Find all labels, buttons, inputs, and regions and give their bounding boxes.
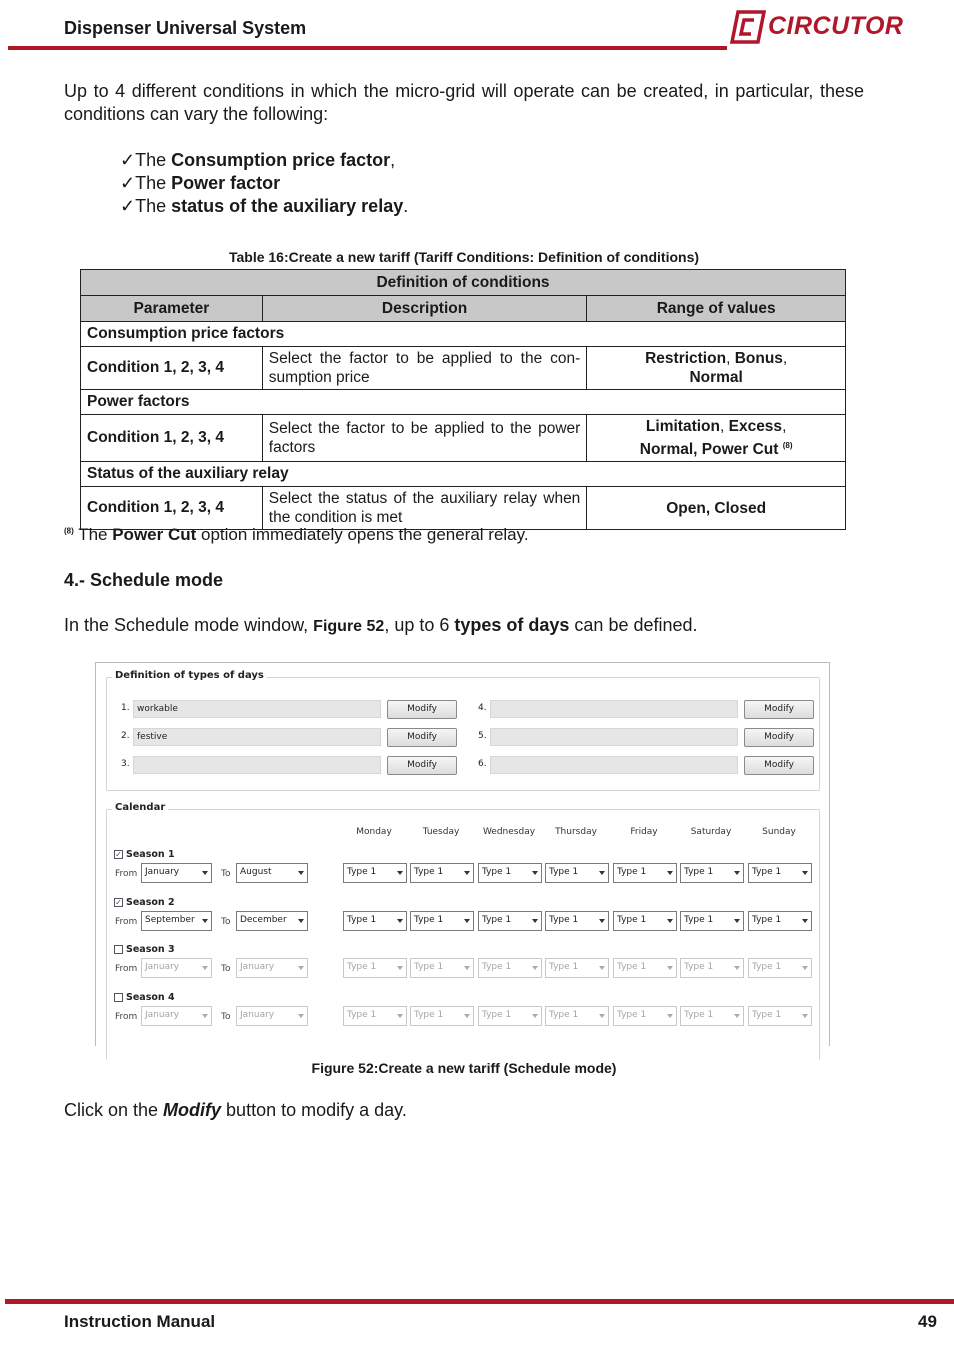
type-name-field[interactable] <box>490 756 738 774</box>
day-type-select[interactable]: Type 1 <box>410 863 474 883</box>
page-number: 49 <box>918 1312 937 1331</box>
type-number: 1. <box>121 703 130 713</box>
from-month-select[interactable]: January <box>141 958 212 978</box>
intro-paragraph: Up to 4 different conditions in which the micro-grid will operate can be created, in particular, these conditions can vary the following: <box>64 81 864 124</box>
from-label: From <box>115 1011 138 1022</box>
day-type-select[interactable]: Type 1 <box>343 863 407 883</box>
chevron-down-icon <box>202 1014 208 1018</box>
chevron-down-icon <box>464 919 470 923</box>
figure-caption: Figure 52:Create a new tariff (Schedule mode) <box>311 1060 617 1076</box>
param-cell: Condition 1, 2, 3, 4 <box>81 415 263 462</box>
chevron-down-icon <box>397 1014 403 1018</box>
section-row: Power factors <box>81 390 846 415</box>
day-type-select[interactable]: Type 1 <box>545 1006 609 1026</box>
chevron-down-icon <box>667 966 673 970</box>
from-label: From <box>115 869 138 879</box>
table-caption: Table 16:Create a new tariff (Tariff Conditions: Definition of conditions) <box>228 249 700 265</box>
day-header: Tuesday <box>422 827 460 837</box>
description-cell: Select the factor to be applied to the power factors <box>262 415 587 462</box>
season-checkbox[interactable]: ✓ <box>115 850 122 859</box>
type-name-field[interactable] <box>490 700 738 718</box>
from-month-select[interactable]: September <box>141 911 212 931</box>
type-number: 4. <box>478 703 487 713</box>
day-type-select[interactable]: Type 1 <box>545 863 609 883</box>
season-label: Season 3 <box>126 944 175 955</box>
chevron-down-icon <box>667 919 673 923</box>
check-icon: ✓ <box>120 150 136 170</box>
check-icon: ✓ <box>120 196 136 216</box>
types-of-days-title: Definition of types of days <box>112 670 267 681</box>
chevron-down-icon <box>734 966 740 970</box>
day-type-select[interactable]: Type 1 <box>613 911 677 931</box>
range-cell: Open, Closed <box>587 487 846 530</box>
season-label: Season 4 <box>126 991 175 1003</box>
day-type-select[interactable]: Type 1 <box>478 911 542 931</box>
day-type-select[interactable]: Type 1 <box>343 1006 407 1026</box>
chevron-down-icon <box>202 871 208 875</box>
day-header: Thursday <box>555 827 597 837</box>
chevron-down-icon <box>532 1014 538 1018</box>
schedule-mode-window <box>95 662 830 1046</box>
header-rule <box>8 46 727 50</box>
modify-button[interactable]: Modify <box>387 700 457 719</box>
day-type-select[interactable]: Type 1 <box>545 958 609 978</box>
day-type-select[interactable]: Type 1 <box>545 911 609 931</box>
from-month-select[interactable]: January <box>141 1006 212 1026</box>
modify-button[interactable]: Modify <box>744 756 814 775</box>
type-name-field[interactable]: festive <box>133 728 381 746</box>
bullet-item: ✓The Consumption price factor, <box>120 150 396 170</box>
table-row <box>81 415 846 462</box>
modify-paragraph: Click on the Modify button to modify a day. <box>64 1100 407 1120</box>
day-header: Wednesday <box>482 827 536 837</box>
section-heading: 4.- Schedule mode <box>64 570 224 590</box>
chevron-down-icon <box>202 966 208 970</box>
schedule-paragraph: In the Schedule mode window, Figure 52, up to 6 types of days can be defined. <box>64 615 698 635</box>
to-month-select[interactable]: January <box>236 1006 308 1026</box>
day-header: Saturday <box>690 827 732 837</box>
chevron-down-icon <box>734 919 740 923</box>
description-cell: Select the factor to be applied to the con-sumption price <box>262 347 587 390</box>
chevron-down-icon <box>599 919 605 923</box>
range-cell: Limitation, Excess, Normal, Power Cut $^{(8)}$ <box>587 415 846 462</box>
day-type-select[interactable]: Type 1 <box>680 863 744 883</box>
season-label: Season 2 <box>126 896 175 908</box>
chevron-down-icon <box>532 966 538 970</box>
range-cell: Restriction, Bonus, Normal <box>587 347 846 390</box>
modify-button[interactable]: Modify <box>744 700 814 719</box>
type-name-field[interactable]: workable <box>133 700 381 718</box>
chevron-down-icon <box>464 1014 470 1018</box>
chevron-down-icon <box>667 1014 673 1018</box>
to-month-select[interactable]: August <box>236 863 308 883</box>
modify-button[interactable]: Modify <box>387 728 457 747</box>
chevron-down-icon <box>397 919 403 923</box>
calendar-title: Calendar <box>112 802 168 813</box>
day-type-select[interactable]: Type 1 <box>680 1006 744 1026</box>
to-label: To <box>221 869 231 879</box>
table-row <box>81 347 846 390</box>
day-type-select[interactable]: Type 1 <box>343 958 407 978</box>
table-row <box>81 487 846 530</box>
chevron-down-icon <box>532 919 538 923</box>
chevron-down-icon <box>599 871 605 875</box>
to-label: To <box>221 1011 231 1022</box>
param-cell: Condition 1, 2, 3, 4 <box>81 347 263 390</box>
bullet-item: ✓The status of the auxiliary relay. <box>120 196 409 216</box>
type-name-field[interactable] <box>490 728 738 746</box>
day-type-select[interactable]: Type 1 <box>613 1006 677 1026</box>
season-checkbox[interactable] <box>114 993 123 1002</box>
season-checkbox[interactable] <box>114 945 123 954</box>
season-label: Season 1 <box>126 849 175 860</box>
modify-button[interactable]: Modify <box>744 728 814 747</box>
section-row: Status of the auxiliary relay <box>81 462 846 487</box>
chevron-down-icon <box>298 919 304 923</box>
day-type-select[interactable]: Type 1 <box>680 958 744 978</box>
check-icon: ✓ <box>120 173 136 193</box>
chevron-down-icon <box>802 966 808 970</box>
day-type-select[interactable]: Type 1 <box>748 863 812 883</box>
day-type-select[interactable]: Type 1 <box>680 911 744 931</box>
to-month-select[interactable]: January <box>236 958 308 978</box>
day-type-select[interactable]: Type 1 <box>478 958 542 978</box>
bullet-list <box>120 149 408 218</box>
column-header: Parameter <box>81 296 263 322</box>
header-title: Dispenser Universal System <box>64 18 307 38</box>
type-name-field[interactable] <box>133 756 381 774</box>
column-header: Range of values <box>587 296 846 322</box>
table-title: Definition of conditions <box>81 270 846 296</box>
type-number: 5. <box>478 731 487 741</box>
conditions-table <box>80 269 846 530</box>
day-type-select[interactable]: Type 1 <box>410 1006 474 1026</box>
day-type-select[interactable]: Type 1 <box>410 911 474 931</box>
day-header: Friday <box>630 827 658 837</box>
to-label: To <box>221 916 231 927</box>
chevron-down-icon <box>734 871 740 875</box>
section-row: Consumption price factors <box>81 322 846 347</box>
chevron-down-icon <box>734 1014 740 1018</box>
param-cell: Condition 1, 2, 3, 4 <box>81 487 263 530</box>
from-label: From <box>115 916 138 927</box>
footer-rule <box>5 1299 954 1304</box>
chevron-down-icon <box>667 871 673 875</box>
chevron-down-icon <box>298 871 304 875</box>
chevron-down-icon <box>532 871 538 875</box>
type-number: 3. <box>121 759 130 769</box>
chevron-down-icon <box>202 919 208 923</box>
chevron-down-icon <box>599 1014 605 1018</box>
to-label: To <box>221 964 231 974</box>
type-number: 6. <box>478 759 487 769</box>
day-type-select[interactable]: Type 1 <box>478 863 542 883</box>
from-label: From <box>115 964 138 974</box>
season-checkbox[interactable]: ✓ <box>115 897 122 907</box>
description-cell: Select the status of the auxiliary relay when the condition is met <box>262 487 587 530</box>
from-month-select[interactable]: January <box>141 863 212 883</box>
column-header: Description <box>262 296 587 322</box>
chevron-down-icon <box>298 1014 304 1018</box>
chevron-down-icon <box>802 919 808 923</box>
footer-title: Instruction Manual <box>64 1312 216 1331</box>
day-type-select[interactable]: Type 1 <box>748 1006 812 1026</box>
bullet-item: ✓The Power factor <box>120 173 281 193</box>
day-type-select[interactable]: Type 1 <box>410 958 474 978</box>
chevron-down-icon <box>599 966 605 970</box>
chevron-down-icon <box>298 966 304 970</box>
day-header: Monday <box>356 827 392 837</box>
day-type-select[interactable]: Type 1 <box>748 911 812 931</box>
chevron-down-icon <box>802 871 808 875</box>
chevron-down-icon <box>397 871 403 875</box>
chevron-down-icon <box>464 871 470 875</box>
modify-button[interactable]: Modify <box>387 756 457 775</box>
chevron-down-icon <box>802 1014 808 1018</box>
day-type-select[interactable]: Type 1 <box>613 863 677 883</box>
day-type-select[interactable]: Type 1 <box>478 1006 542 1026</box>
to-month-select[interactable]: December <box>236 911 308 931</box>
type-number: 2. <box>121 731 130 741</box>
day-type-select[interactable]: Type 1 <box>613 958 677 978</box>
circutor-logo-icon <box>730 10 766 44</box>
footnote: $^{(8)}$ The Power Cut option immediately opens the general relay. <box>64 525 529 544</box>
day-type-select[interactable]: Type 1 <box>343 911 407 931</box>
chevron-down-icon <box>464 966 470 970</box>
chevron-down-icon <box>397 966 403 970</box>
day-type-select[interactable]: Type 1 <box>748 958 812 978</box>
day-header: Sunday <box>762 827 796 837</box>
logo-wordmark: CIRCUTOR <box>768 12 904 40</box>
